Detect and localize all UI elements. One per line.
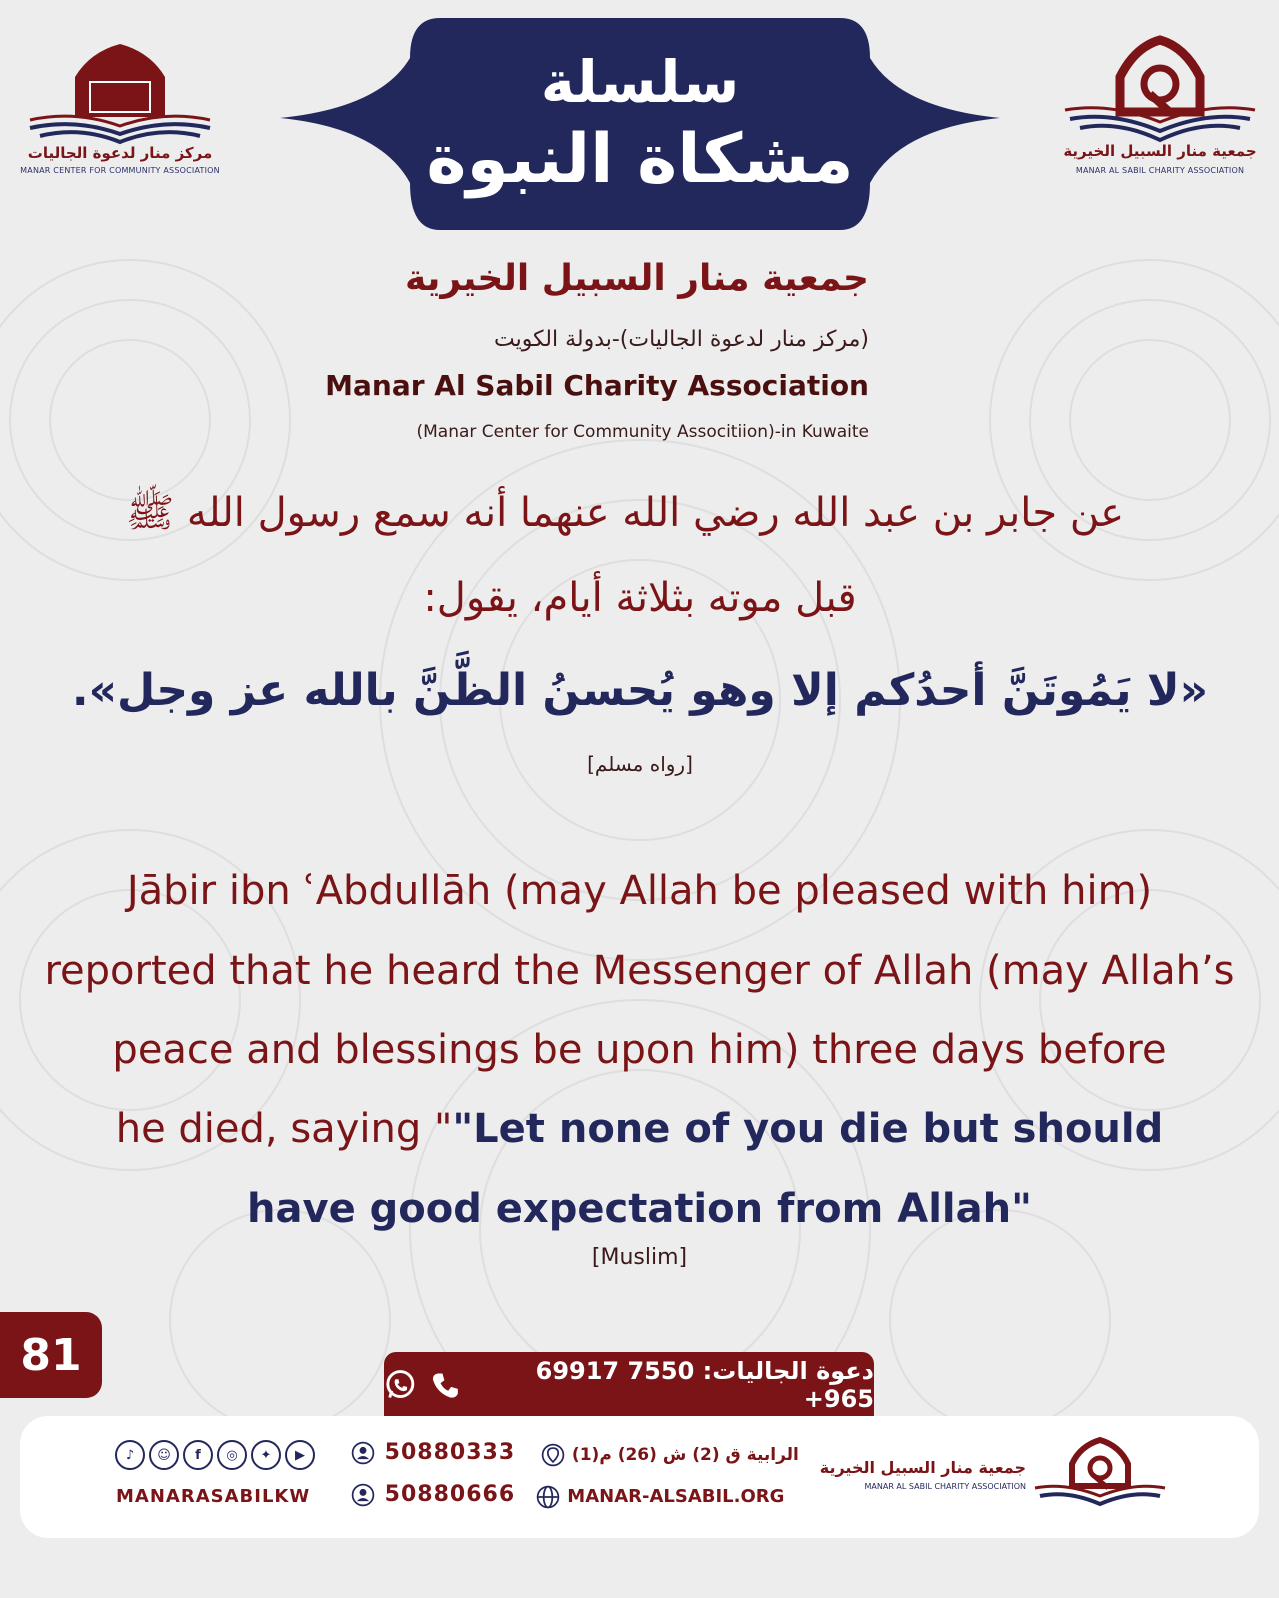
right-logo-name-en: MANAR AL SABIL CHARITY ASSOCIATION [1075, 166, 1245, 175]
footer-website[interactable] [535, 1484, 784, 1510]
left-logo-name-en: MANAR CENTER FOR COMMUNITY ASSOCIATION [20, 166, 220, 175]
social-icons [115, 1440, 315, 1470]
facebook-icon[interactable]: f [183, 1440, 213, 1470]
user-icon [350, 1440, 376, 1466]
org-title-en: Manar Al Sabil Charity Association [325, 369, 869, 402]
org-title-ar: جمعية منار السبيل الخيرية [404, 258, 869, 299]
hadith-en-line1: Jābir ibn ʿAbdullāh (may Allah be pleased with him) [126, 868, 1153, 914]
tiktok-icon[interactable]: ♪ [115, 1440, 145, 1470]
hadith-ar-line2: قبل موته بثلاثة أيام، يقول: [423, 575, 857, 621]
footer-website-text: MANAR-ALSABIL.ORG [567, 1486, 785, 1507]
footer-address-text: الرابية ق (2) ش (26) م(1) [571, 1445, 799, 1465]
footer-phone2[interactable] [350, 1482, 515, 1508]
hadith-en-line5: have good expectation from Allah" [247, 1186, 1032, 1232]
episode-number-badge: 81 [0, 1312, 102, 1398]
banner-title-line1: سلسلة [540, 48, 740, 116]
twitter-icon[interactable]: ✦ [251, 1440, 281, 1470]
hadith-ar-quote: «لا يَمُوتَنَّ أحدُكم إلا وهو يُحسنُ الظَّنَّ بالله عز وجل». [71, 665, 1209, 716]
footer-phone2-text: 50880666 [384, 1482, 516, 1507]
contact-label: دعوة الجاليات: 7550 69917 965+ [535, 1357, 874, 1413]
instagram-icon[interactable]: ◎ [217, 1440, 247, 1470]
hadith-ar-line1: عن جابر بن عبد الله رضي الله عنهما أنه سمع رسول الله ﷺ [125, 490, 1125, 536]
org-subtitle-en: (Manar Center for Community Associtiion)-in Kuwaite [416, 422, 869, 442]
footer-phone1[interactable] [350, 1440, 515, 1466]
hadith-en-line2: reported that he heard the Messenger of Allah (may Allah’s [44, 948, 1235, 994]
hadith-en-line4 [0, 1106, 1279, 1152]
banner-title-line2: مشكاة النبوة [426, 120, 854, 199]
footer-address [540, 1442, 799, 1468]
hadith-en-line4-a: he died, saying " [115, 1106, 453, 1152]
globe-icon [535, 1484, 561, 1510]
footer-org-ar: جمعية منار السبيل الخيرية [819, 1458, 1026, 1477]
hadith-en-source: [Muslim] [591, 1245, 688, 1270]
right-logo-name-ar: جمعية منار السبيل الخيرية [1063, 142, 1257, 160]
org-subtitle-ar: (مركز منار لدعوة الجاليات)-بدولة الكويت [494, 327, 869, 352]
footer-phone1-text: 50880333 [384, 1440, 516, 1465]
footer-logo [1030, 1430, 1170, 1522]
contact-pill[interactable] [384, 1352, 874, 1418]
whatsapp-icon[interactable] [384, 1368, 417, 1402]
youtube-icon[interactable]: ▶ [285, 1440, 315, 1470]
left-logo-name-ar: مركز منار لدعوة الجاليات [27, 144, 213, 162]
footer-handle[interactable]: MANARASABILKW [116, 1486, 311, 1507]
location-icon [540, 1442, 566, 1468]
footer-bar [20, 1416, 1259, 1538]
hadith-ar-source: [رواه مسلم] [587, 752, 693, 776]
user-icon [350, 1482, 376, 1508]
footer-org-en: MANAR AL SABIL CHARITY ASSOCIATION [864, 1482, 1026, 1491]
phone-icon[interactable] [429, 1368, 462, 1402]
hadith-en-line4-b: "Let none of you die but should [452, 1106, 1164, 1152]
hadith-en-line3: peace and blessings be upon him) three days before [112, 1027, 1167, 1073]
snapchat-icon[interactable]: ☺ [149, 1440, 179, 1470]
